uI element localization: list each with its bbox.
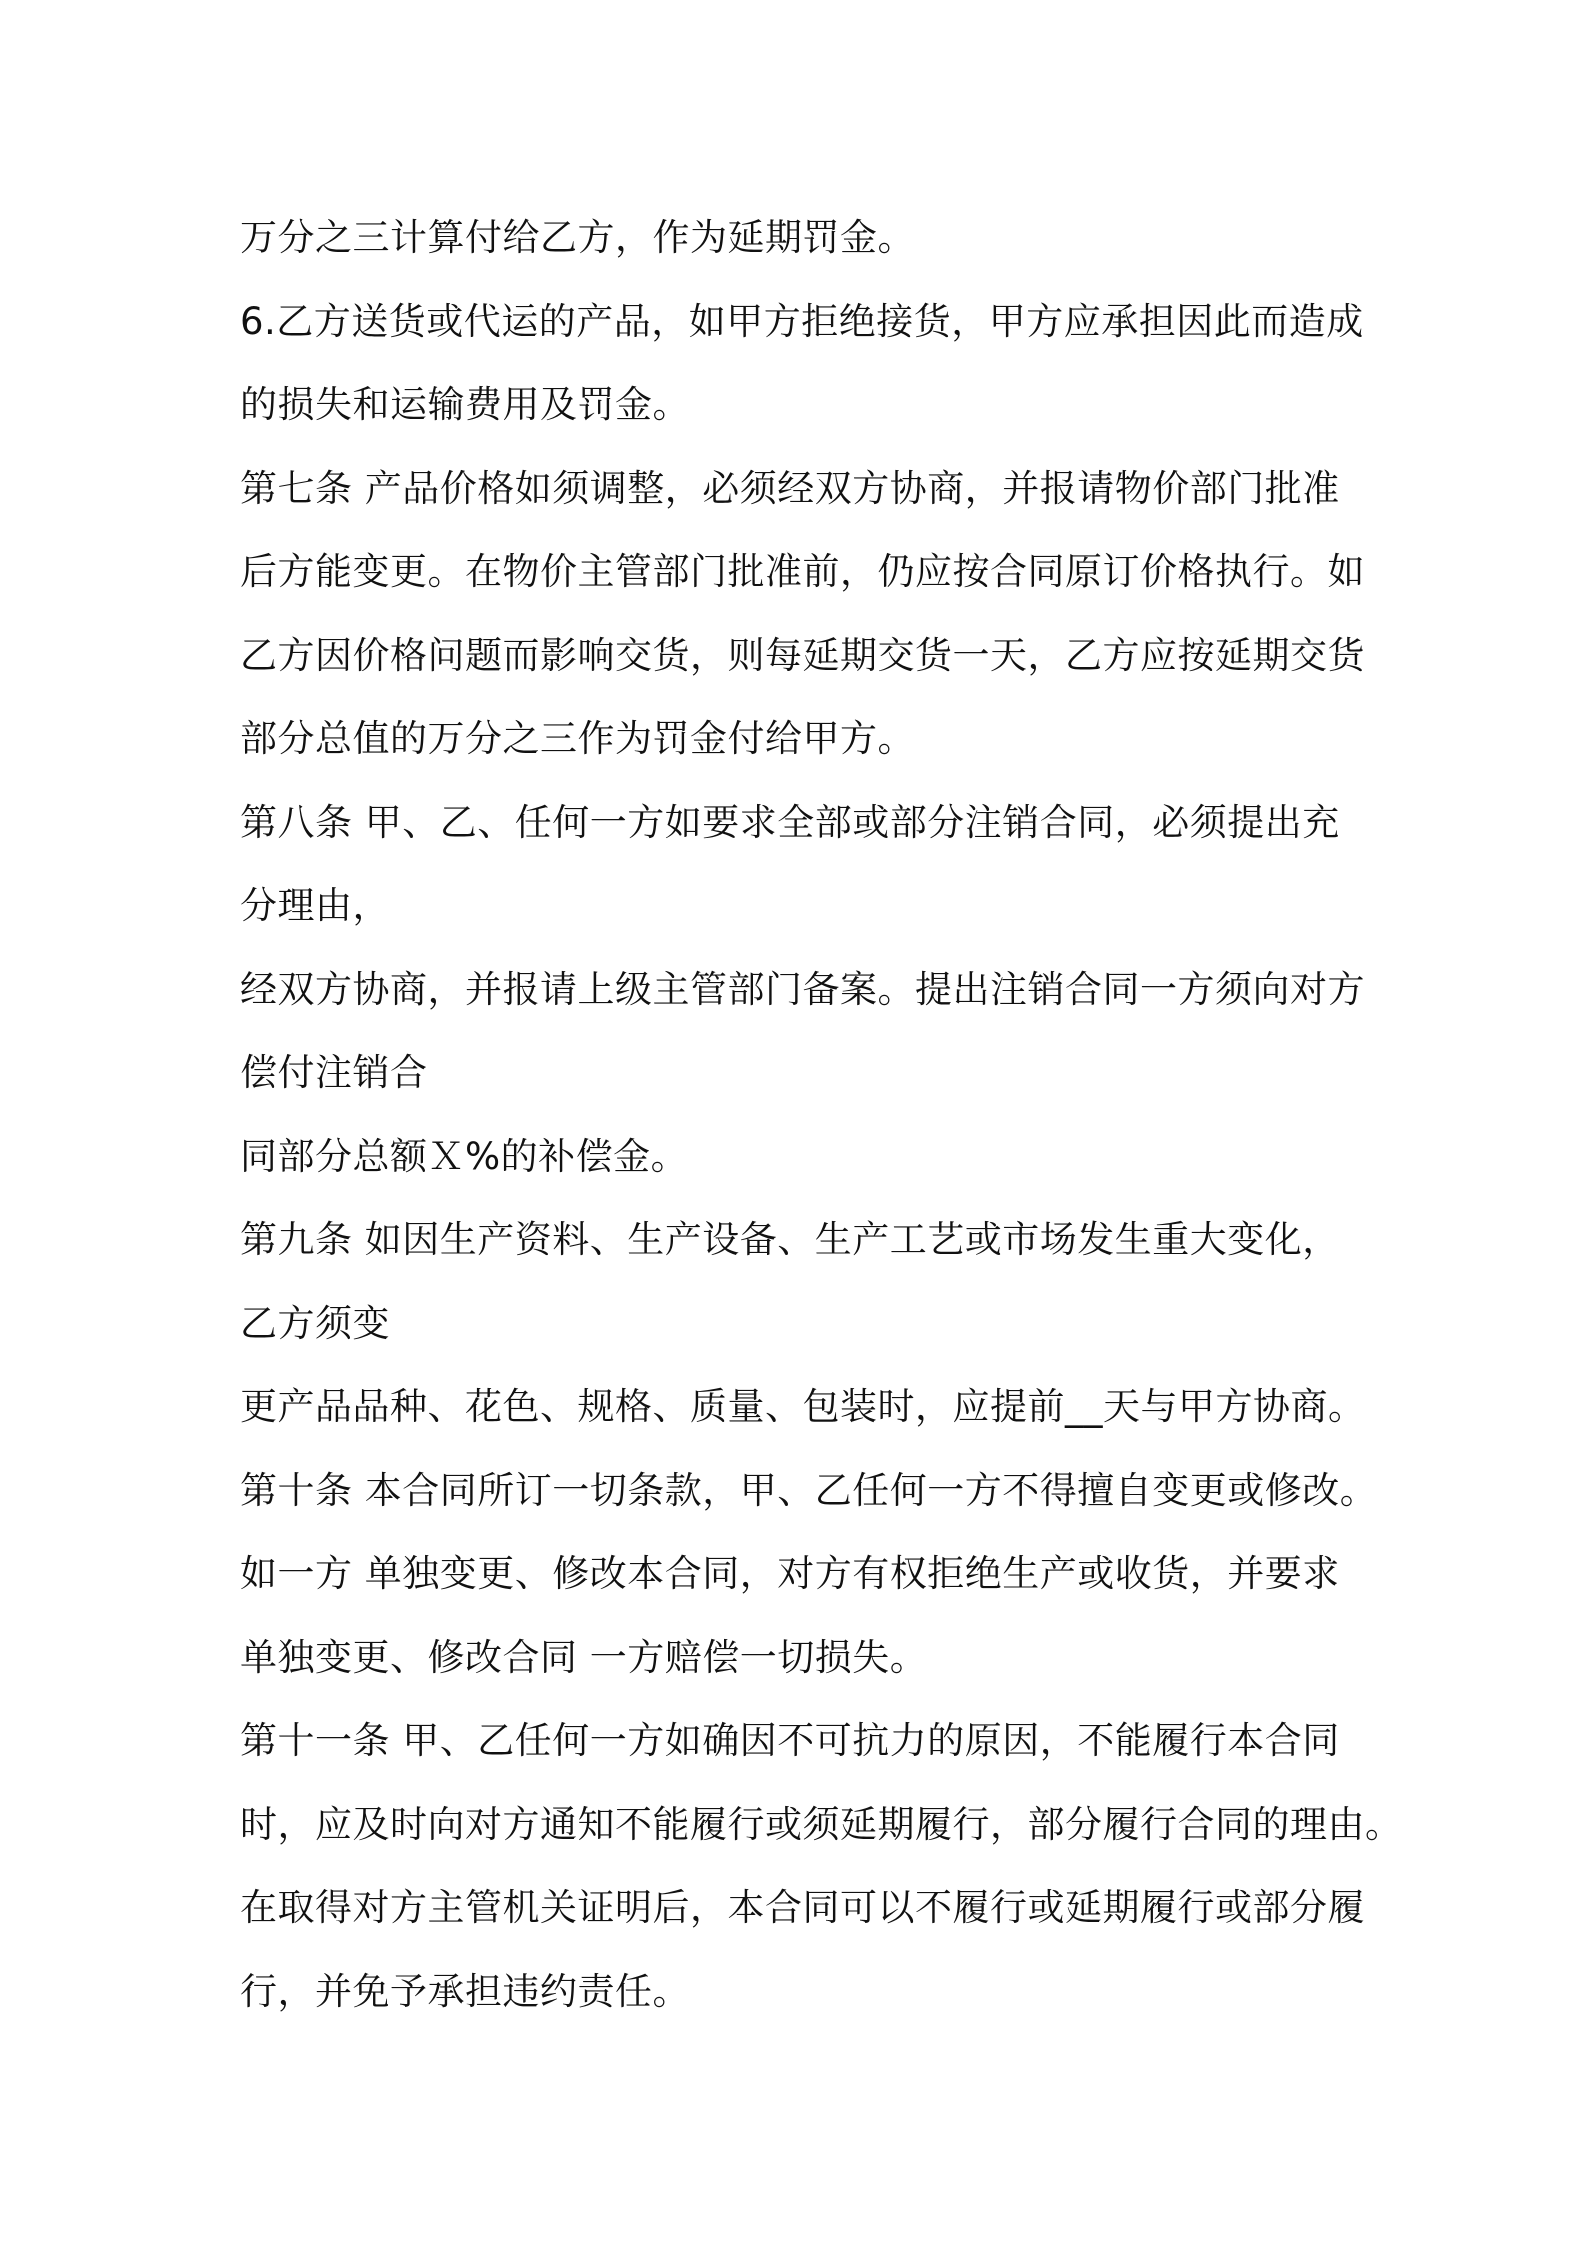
- text-line: 同部分总额Ｘ%的补偿金。: [240, 1134, 689, 1178]
- text-line: 如一方 单独变更、修改本合同，对方有权拒绝生产或收货，并要求: [240, 1552, 1340, 1595]
- text-line: 经双方协商，并报请上级主管部门备案。提出注销合同一方须向对方: [240, 967, 1365, 1011]
- text-line: 部分总值的万分之三作为罚金付给甲方。: [240, 717, 915, 760]
- text-line: 后方能变更。在物价主管部门批准前，仍应按合同原订价格执行。如: [240, 550, 1365, 593]
- text-line: 6.乙方送货或代运的产品，如甲方拒绝接货，甲方应承担因此而造成: [240, 299, 1364, 343]
- text-line: 行，并免予承担违约责任。: [240, 1969, 690, 2013]
- text-line: 更产品品种、花色、规格、质量、包装时，应提前__天与甲方协商。: [240, 1385, 1366, 1428]
- text-line: 第十条 本合同所订一切条款，甲、乙任何一方不得擅自变更或修改。: [240, 1468, 1378, 1512]
- text-line: 时，应及时向对方通知不能履行或须延期履行，部分履行合同的理由。: [240, 1802, 1403, 1846]
- text-line: 乙方须变: [240, 1301, 390, 1345]
- text-line: 第九条 如因生产资料、生产设备、生产工艺或市场发生重大变化，: [240, 1218, 1340, 1261]
- text-line: 分理由，: [240, 884, 390, 927]
- text-line: 万分之三计算付给乙方，作为延期罚金。: [240, 216, 915, 259]
- text-line: 乙方因价格问题而影响交货，则每延期交货一天，乙方应按延期交货: [240, 633, 1365, 677]
- text-line: 第十一条 甲、乙任何一方如确因不可抗力的原因，不能履行本合同: [240, 1719, 1340, 1762]
- text-line: 的损失和运输费用及罚金。: [240, 383, 690, 426]
- text-line: 在取得对方主管机关证明后，本合同可以不履行或延期履行或部分履: [240, 1886, 1365, 1929]
- text-line: 第八条 甲、乙、任何一方如要求全部或部分注销合同，必须提出充: [240, 800, 1340, 844]
- text-line: 第七条 产品价格如须调整，必须经双方协商，并报请物价部门批准: [240, 466, 1340, 510]
- text-line: 偿付注销合: [240, 1051, 428, 1094]
- contract-text: [240, 196, 1403, 2033]
- text-line: 单独变更、修改合同 一方赔偿一切损失。: [240, 1635, 928, 1679]
